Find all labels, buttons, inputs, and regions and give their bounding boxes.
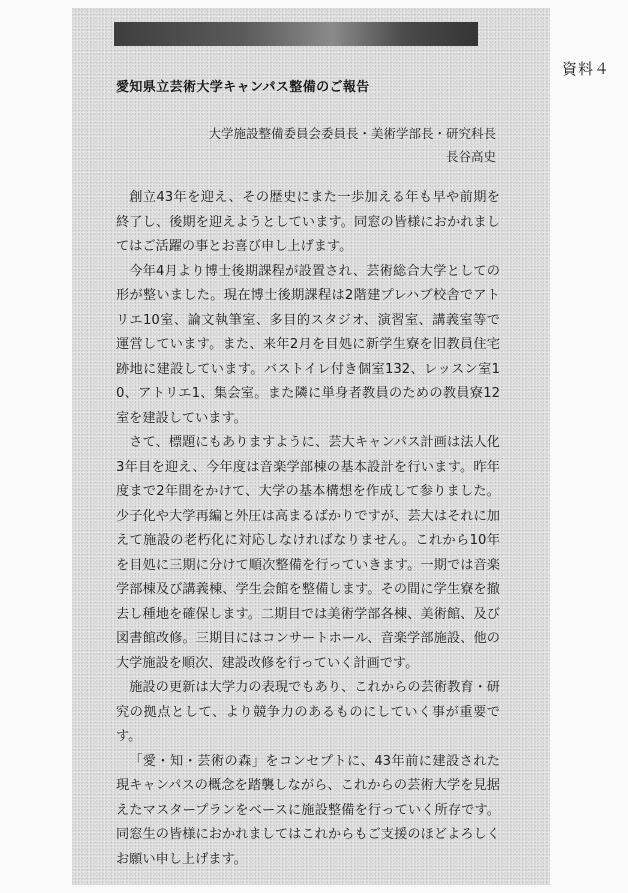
author-name: 長谷高史 xyxy=(445,149,496,164)
header-band xyxy=(114,22,478,46)
paragraph: さて、標題にもありますように、芸大キャンパス計画は法人化3年目を迎え、今年度は音楽学部棟の基本設計を行います。昨年度まで2年間をかけて、大学の基本構想を作成して参りました。少子化や大学再編と外圧は高まるばかりですが、芸大はそれに加えて施設の老朽化に対応しなければなりません。これから10年を目処に三期に分けて順次整備を行っていきます。一期では音楽学部棟及び講義棟、学生会館を整備します。その間に学生寮を撤去し種地を確保します。二期目では美術学部各棟、美術館、及び図書館改修。三期目にはコンサートホール、音楽学部施設、他の大学施設を順次、建設改修を行っていく計画です。 xyxy=(116,435,500,671)
paragraph: 今年4月より博士後期課程が設置され、芸術総合大学としての形が整いました。現在博士後期課程は2階建プレハブ校舎でアトリエ10室、論文執筆室、多目的スタジオ、演習室、講義室等で運営しています。また、来年2月を目処に新学生寮を旧教員住宅跡地に建設しています。バストイレ付き個室132、レッスン室10、アトリエ1、集会室。また隣に単身者教員のための教員寮12室を建設しています。 xyxy=(116,263,500,426)
document-label: 資料４ xyxy=(561,60,610,78)
author-role: 大学施設整備委員会委員長・美術学部長・研究科長 xyxy=(208,126,496,141)
paragraph: 施設の更新は大学力の表現でもあり、これからの芸術教育・研究の拠点として、より競争力のあるものにしていく事が重要です。 xyxy=(116,680,500,744)
paragraph: 「愛・知・芸術の森」をコンセプトに、43年前に建設された現キャンパスの概念を踏襲しながら、これからの芸術大学を見据えたマスタープランをベースに施設整備を行っていく所存です。同窓生の皆様におかれましてはこれからもご支援のほどよろしくお願い申し上げます。 xyxy=(116,753,500,867)
document-title: 愛知県立芸術大学キャンパス整備のご報告 xyxy=(116,80,370,95)
paragraph: 創立43年を迎え、その歴史にまた一歩加える年も早や前期を終了し、後期を迎えようとしています。同窓の皆様におかれましてはご活躍の事とお喜び申し上げます。 xyxy=(116,190,500,254)
body-text xyxy=(116,186,500,872)
